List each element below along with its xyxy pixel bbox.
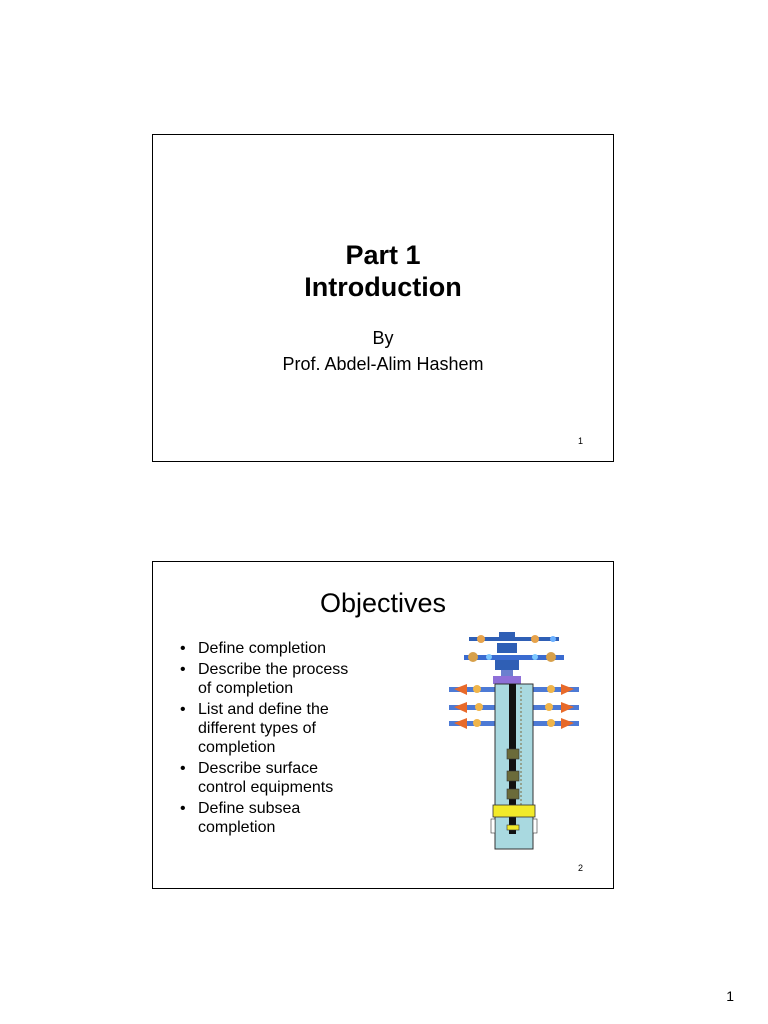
objective-line: of completion — [198, 680, 294, 697]
slide-1-author: Prof. Abdel-Alim Hashem — [282, 354, 484, 374]
objective-line: • List and define the — [198, 701, 329, 718]
slide-2 — [152, 561, 614, 889]
slide-1 — [152, 134, 614, 462]
objective-item — [175, 799, 385, 837]
objectives-list — [175, 639, 385, 839]
slide-1-title — [153, 239, 613, 303]
slide-1-number: 1 — [577, 436, 583, 446]
objective-line: • Describe surface — [198, 760, 319, 777]
objective-line: different types of — [198, 720, 316, 737]
slide-2-title: Objectives — [319, 588, 447, 618]
objective-item — [175, 639, 385, 658]
objective-line: • Define completion — [198, 640, 327, 657]
slide-1-by: By — [372, 328, 394, 348]
page-number: 1 — [726, 988, 734, 1004]
slide-1-title-line-1: Part 1 — [345, 240, 421, 270]
objective-line: control equipments — [198, 779, 334, 796]
objective-item — [175, 660, 385, 698]
well-completion-diagram-icon — [449, 629, 579, 853]
objective-line: • Describe the process — [198, 661, 349, 678]
objective-item — [175, 759, 385, 797]
slide-2-number: 2 — [577, 863, 583, 873]
slide-1-byline — [153, 325, 613, 377]
objective-line: completion — [198, 739, 276, 756]
objective-line: completion — [198, 819, 276, 836]
objective-line: • Define subsea — [198, 800, 301, 817]
objective-item — [175, 700, 385, 757]
slide-1-title-line-2: Introduction — [304, 272, 462, 302]
